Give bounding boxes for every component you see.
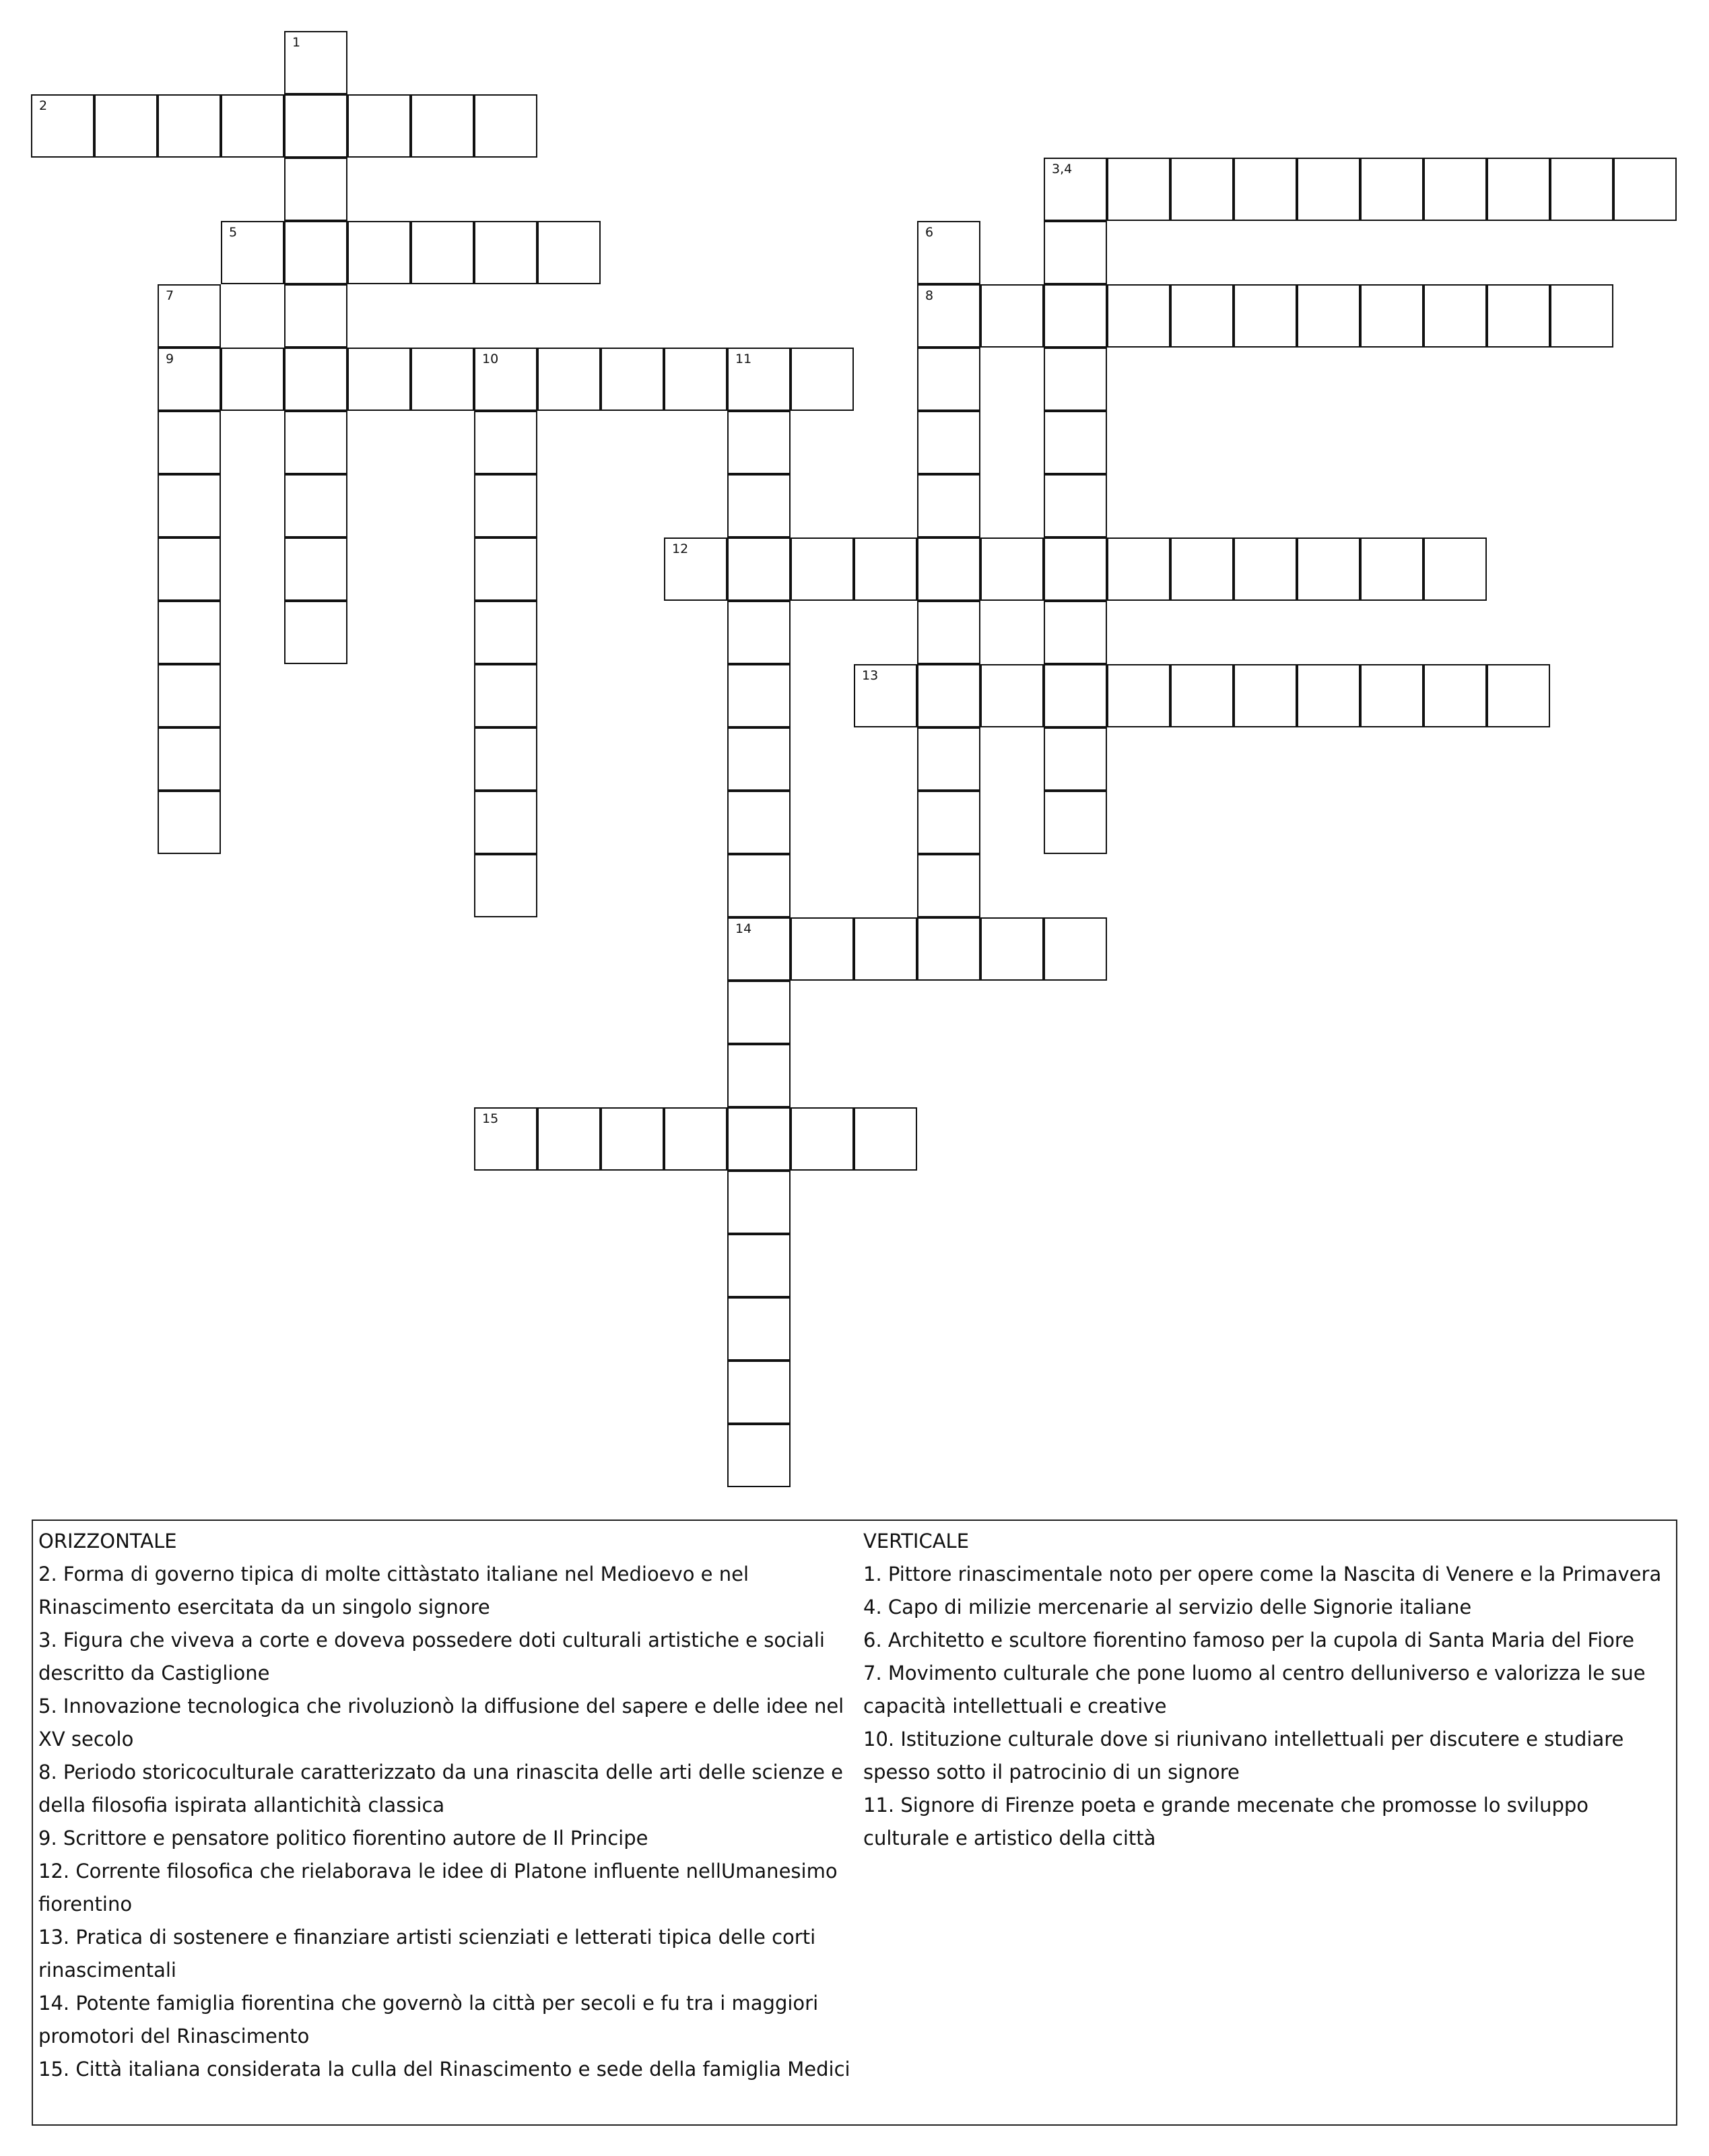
crossword-cell[interactable]: [980, 664, 1044, 727]
down-heading: VERTICALE: [863, 1530, 970, 1553]
crossword-cell[interactable]: [727, 411, 791, 474]
clues-box: [32, 1520, 1677, 2126]
crossword-cell[interactable]: [917, 727, 980, 791]
crossword-cell[interactable]: [284, 601, 347, 664]
clues-down: [863, 1525, 1671, 1855]
crossword-cell[interactable]: [1550, 158, 1613, 221]
crossword-cell[interactable]: [1360, 284, 1423, 348]
crossword-cell[interactable]: [1170, 284, 1234, 348]
crossword-cell[interactable]: [727, 981, 791, 1044]
crossword-cell[interactable]: [1107, 158, 1170, 221]
crossword-cell[interactable]: [917, 917, 980, 981]
clue-number: 5: [229, 225, 238, 240]
across-clue: 15. Città italiana considerata la culla del Rinascimento e sede della famiglia Medici: [38, 2058, 850, 2081]
crossword-cell[interactable]: [158, 791, 221, 854]
crossword-cell[interactable]: [1613, 158, 1677, 221]
crossword-cell[interactable]: [537, 221, 601, 284]
crossword-cell[interactable]: [1297, 284, 1360, 348]
crossword-cell[interactable]: [1297, 664, 1360, 727]
crossword-cell[interactable]: [221, 348, 284, 411]
crossword-cell[interactable]: [1234, 284, 1297, 348]
crossword-cell[interactable]: [601, 348, 664, 411]
crossword-cell[interactable]: [158, 727, 221, 791]
crossword-cell[interactable]: [158, 474, 221, 537]
crossword-cell[interactable]: [601, 1107, 664, 1171]
crossword-cell[interactable]: [664, 1107, 727, 1171]
crossword-cell[interactable]: [1044, 348, 1107, 411]
crossword-cell[interactable]: [411, 94, 474, 158]
crossword-cell[interactable]: [474, 791, 537, 854]
crossword-cell[interactable]: [474, 664, 537, 727]
crossword-cell[interactable]: [727, 854, 791, 917]
crossword-cell[interactable]: [537, 1107, 601, 1171]
crossword-cell[interactable]: [917, 284, 980, 348]
clue-number: 11: [735, 352, 752, 366]
crossword-cell[interactable]: [474, 854, 537, 917]
crossword-cell[interactable]: [474, 221, 537, 284]
crossword-cell[interactable]: [221, 221, 284, 284]
crossword-cell[interactable]: [474, 601, 537, 664]
crossword-cell[interactable]: [347, 348, 411, 411]
crossword-cell[interactable]: [854, 537, 917, 601]
crossword-cell[interactable]: [1487, 284, 1550, 348]
clue-number: 12: [672, 542, 689, 556]
crossword-cell[interactable]: [1044, 601, 1107, 664]
crossword-cell[interactable]: [917, 411, 980, 474]
crossword-cell[interactable]: [1044, 917, 1107, 981]
crossword-cell[interactable]: [727, 1297, 791, 1361]
crossword-cell[interactable]: [284, 411, 347, 474]
crossword-cell[interactable]: [727, 1361, 791, 1424]
crossword-cell[interactable]: [1044, 411, 1107, 474]
clue-number: 14: [735, 921, 752, 936]
down-clue: 11. Signore di Firenze poeta e grande mecenate che promosse lo sviluppo culturale e artistico della città: [863, 1794, 1589, 1850]
down-clue: 4. Capo di milizie mercenarie al servizio delle Signorie italiane: [863, 1596, 1472, 1619]
clue-number: 15: [482, 1111, 499, 1126]
crossword-cell[interactable]: [917, 348, 980, 411]
clue-number: 10: [482, 352, 499, 366]
crossword-cell[interactable]: [1423, 284, 1487, 348]
crossword-cell[interactable]: [727, 537, 791, 601]
crossword-cell[interactable]: [284, 94, 347, 158]
crossword-cell[interactable]: [1044, 474, 1107, 537]
crossword-cell[interactable]: [221, 94, 284, 158]
crossword-cell[interactable]: [1297, 158, 1360, 221]
crossword-cell[interactable]: [727, 1107, 791, 1171]
crossword-cell[interactable]: [727, 601, 791, 664]
clues-across: [38, 1525, 860, 2086]
clue-number: 7: [166, 288, 174, 303]
crossword-cell[interactable]: [917, 664, 980, 727]
clue-number: 8: [925, 288, 934, 303]
crossword-cell[interactable]: [474, 348, 537, 411]
crossword-cell[interactable]: [411, 221, 474, 284]
crossword-cell[interactable]: [411, 348, 474, 411]
crossword-cell[interactable]: [1423, 537, 1487, 601]
crossword-cell[interactable]: [284, 474, 347, 537]
crossword-cell[interactable]: [284, 158, 347, 221]
across-clue: 5. Innovazione tecnologica che rivoluzionò la diffusione del sapere e delle idee nel XV secolo: [38, 1695, 844, 1751]
crossword-cell[interactable]: [94, 94, 158, 158]
crossword-cell[interactable]: [727, 727, 791, 791]
across-clue: 14. Potente famiglia fiorentina che governò la città per secoli e fu tra i maggiori promotori del Rinascimento: [38, 1992, 819, 2048]
crossword-cell[interactable]: [1360, 537, 1423, 601]
across-heading: ORIZZONTALE: [38, 1530, 177, 1553]
crossword-cell[interactable]: [791, 917, 854, 981]
clue-number: 2: [39, 98, 48, 113]
crossword-cell[interactable]: [158, 537, 221, 601]
crossword-cell[interactable]: [158, 348, 221, 411]
crossword-cell[interactable]: [917, 221, 980, 284]
crossword-cell[interactable]: [791, 537, 854, 601]
crossword-cell[interactable]: [474, 1107, 537, 1171]
crossword-cell[interactable]: [1170, 664, 1234, 727]
crossword-cell[interactable]: [917, 474, 980, 537]
crossword-cell[interactable]: [727, 791, 791, 854]
crossword-cell[interactable]: [1234, 664, 1297, 727]
across-clue: 8. Periodo storicoculturale caratterizzato da una rinascita delle arti delle scienze e della filosofia ispirata allantichità classica: [38, 1761, 844, 1817]
crossword-cell[interactable]: [791, 348, 854, 411]
crossword-cell[interactable]: [727, 348, 791, 411]
crossword-cell[interactable]: [917, 854, 980, 917]
crossword-cell[interactable]: [1297, 537, 1360, 601]
crossword-cell[interactable]: [1044, 664, 1107, 727]
crossword-cell[interactable]: [727, 1044, 791, 1107]
crossword-cell[interactable]: [664, 348, 727, 411]
crossword-cell[interactable]: [1107, 664, 1170, 727]
crossword-cell[interactable]: [854, 917, 917, 981]
crossword-cell[interactable]: [1044, 791, 1107, 854]
crossword-cell[interactable]: [1170, 537, 1234, 601]
crossword-cell[interactable]: [1423, 158, 1487, 221]
crossword-cell[interactable]: [1107, 537, 1170, 601]
clue-number: 3,4: [1052, 162, 1073, 176]
crossword-cell[interactable]: [1487, 158, 1550, 221]
crossword-cell[interactable]: [284, 221, 347, 284]
crossword-cell[interactable]: [854, 1107, 917, 1171]
crossword-cell[interactable]: [917, 537, 980, 601]
crossword-cell[interactable]: [474, 537, 537, 601]
crossword-cell[interactable]: [1234, 537, 1297, 601]
crossword-cell[interactable]: [727, 1171, 791, 1234]
crossword-cell[interactable]: [284, 348, 347, 411]
crossword-cell[interactable]: [31, 94, 94, 158]
crossword-cell[interactable]: [727, 1424, 791, 1487]
crossword-cell[interactable]: [347, 94, 411, 158]
across-clue: 12. Corrente filosofica che rielaborava le idee di Platone influente nellUmanesimo fiorentino: [38, 1860, 838, 1916]
across-clue: 2. Forma di governo tipica di molte cittàstato italiane nel Medioevo e nel Rinascimento esercitata da un singolo signore: [38, 1563, 749, 1619]
crossword-cell[interactable]: [1360, 664, 1423, 727]
crossword-cell[interactable]: [1044, 537, 1107, 601]
crossword-cell[interactable]: [158, 411, 221, 474]
down-clue: 1. Pittore rinascimentale noto per opere come la Nascita di Venere e la Primavera: [863, 1563, 1662, 1586]
crossword-cell[interactable]: [1423, 664, 1487, 727]
crossword-cell[interactable]: [347, 221, 411, 284]
crossword-cell[interactable]: [474, 727, 537, 791]
clue-number: 13: [862, 668, 879, 683]
crossword-cell[interactable]: [1044, 221, 1107, 284]
crossword-cell[interactable]: [1234, 158, 1297, 221]
crossword-cell[interactable]: [1044, 727, 1107, 791]
crossword-cell[interactable]: [158, 664, 221, 727]
clue-number: 9: [166, 352, 174, 366]
down-clue: 6. Architetto e scultore fiorentino famoso per la cupola di Santa Maria del Fiore: [863, 1629, 1634, 1652]
crossword-cell[interactable]: [474, 474, 537, 537]
across-clue: 13. Pratica di sostenere e finanziare artisti scienziati e letterati tipica delle corti rinascimentali: [38, 1926, 816, 1982]
across-clue: 9. Scrittore e pensatore politico fiorentino autore de Il Principe: [38, 1827, 648, 1850]
down-clue: 10. Istituzione culturale dove si riunivano intellettuali per discutere e studiare spesso sotto il patrocinio di un signore: [863, 1728, 1624, 1784]
crossword-cell[interactable]: [1550, 284, 1613, 348]
clue-number: 1: [292, 35, 301, 50]
crossword-cell[interactable]: [980, 917, 1044, 981]
crossword-cell[interactable]: [727, 474, 791, 537]
crossword-cell[interactable]: [727, 1234, 791, 1297]
crossword-cell[interactable]: [917, 601, 980, 664]
crossword-cell[interactable]: [284, 284, 347, 348]
crossword-cell[interactable]: [980, 284, 1044, 348]
crossword-cell[interactable]: [791, 1107, 854, 1171]
crossword-cell[interactable]: [158, 284, 221, 348]
crossword-cell[interactable]: [664, 537, 727, 601]
crossword-cell[interactable]: [727, 917, 791, 981]
down-clue: 7. Movimento culturale che pone luomo al centro delluniverso e valorizza le sue capacità intellettuali e creative: [863, 1662, 1646, 1718]
crossword-cell[interactable]: [1107, 284, 1170, 348]
crossword-cell[interactable]: [158, 94, 221, 158]
crossword-cell[interactable]: [917, 791, 980, 854]
crossword-cell[interactable]: [158, 601, 221, 664]
crossword-cell[interactable]: [1044, 284, 1107, 348]
crossword-cell[interactable]: [1360, 158, 1423, 221]
crossword-cell[interactable]: [1487, 664, 1550, 727]
across-clue: 3. Figura che viveva a corte e doveva possedere doti culturali artistiche e sociali descritto da Castiglione: [38, 1629, 825, 1685]
crossword-cell[interactable]: [1170, 158, 1234, 221]
crossword-cell[interactable]: [284, 537, 347, 601]
crossword-cell[interactable]: [980, 537, 1044, 601]
crossword-cell[interactable]: [474, 411, 537, 474]
crossword-cell[interactable]: [727, 664, 791, 727]
crossword-cell[interactable]: [474, 94, 537, 158]
crossword-cell[interactable]: [1044, 158, 1107, 221]
crossword-cell[interactable]: [284, 31, 347, 94]
clue-number: 6: [925, 225, 934, 240]
crossword-cell[interactable]: [854, 664, 917, 727]
crossword-cell[interactable]: [537, 348, 601, 411]
